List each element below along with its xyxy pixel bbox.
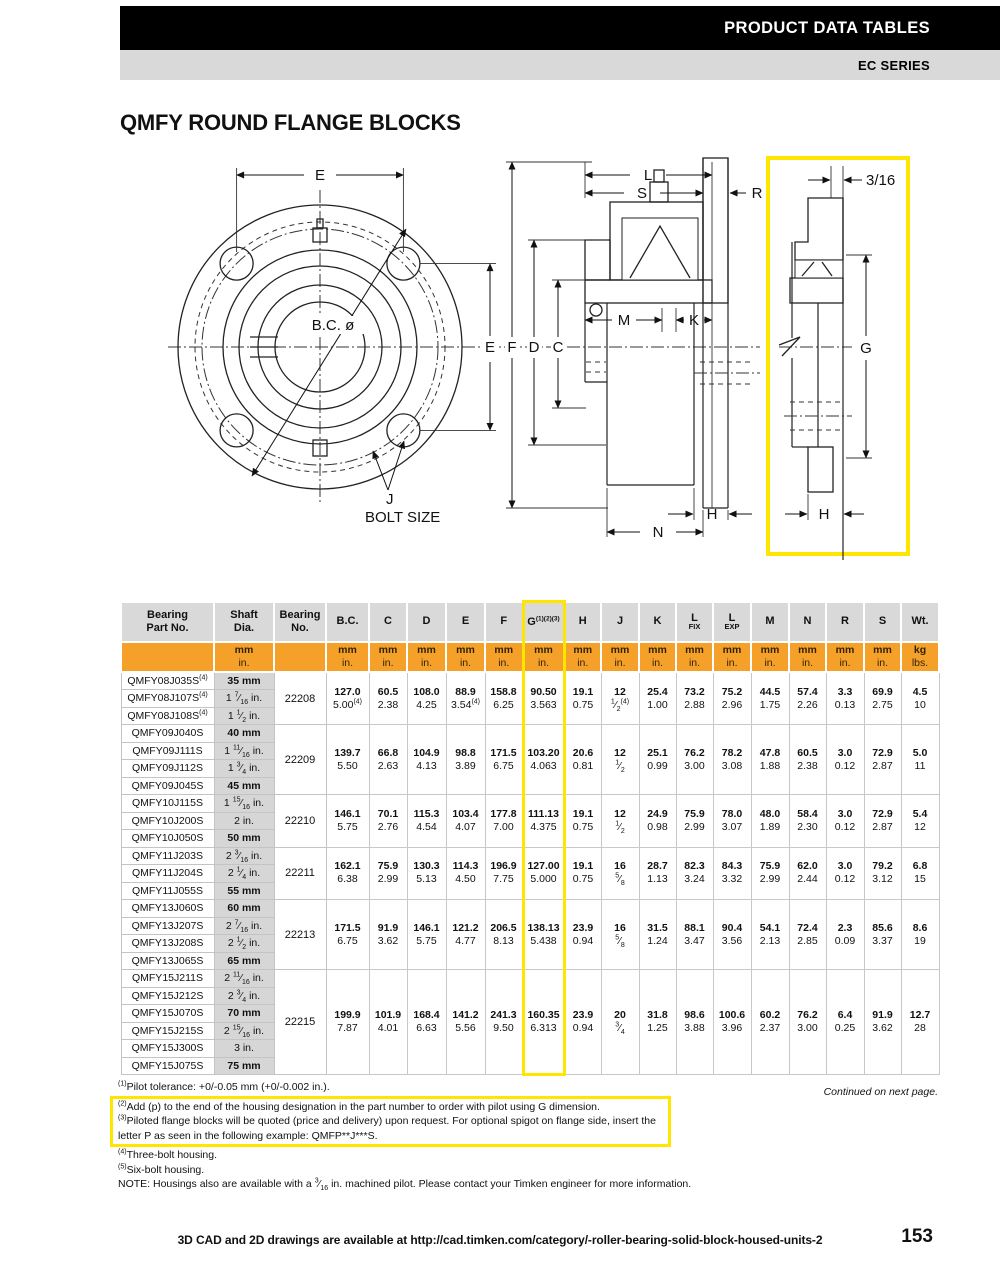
page-number: 153 [901, 1226, 933, 1247]
col-header-g: $G^{(1)(2)(3)}$ [523, 602, 564, 643]
value-cell: 28.7 1.13 [639, 847, 676, 900]
dim-label-h-section: H [706, 506, 718, 523]
value-cell: 168.4 6.63 [407, 970, 446, 1075]
value-cell: 76.2 3.00 [676, 725, 713, 795]
header-band-secondary [120, 50, 1000, 80]
dim-label-e-top: E [314, 167, 326, 184]
value-cell: 76.2 3.00 [789, 970, 826, 1075]
units-cell: mm in. [564, 642, 601, 672]
footnote-highlight-box [110, 1096, 671, 1148]
shaft-dia-cell: 35 mm [214, 672, 274, 690]
value-cell: 72.9 2.87 [864, 725, 901, 795]
units-cell: mm in. [407, 642, 446, 672]
value-cell: 60.2 2.37 [751, 970, 789, 1075]
shaft-dia-cell: 40 mm [214, 725, 274, 743]
value-cell: 171.5 6.75 [326, 900, 369, 970]
col-header-s: S [864, 602, 901, 643]
table-row [121, 970, 939, 988]
col-header-j: J [601, 602, 639, 643]
value-cell: 241.3 9.50 [485, 970, 523, 1075]
value-cell: 2.3 0.09 [826, 900, 864, 970]
part-number-cell: QMFY09J040S [121, 725, 214, 743]
part-number-cell: QMFY13J065S [121, 952, 214, 970]
units-blank [121, 642, 214, 672]
shaft-dia-cell: 45 mm [214, 777, 274, 795]
value-cell: 19.1 0.75 [564, 795, 601, 848]
bolt-size-label: BOLT SIZE [365, 509, 441, 526]
part-number-cell: $QMFY08J107S^{(4)}$ [121, 690, 214, 708]
units-cell: mm in. [446, 642, 485, 672]
col-header-m: M [751, 602, 789, 643]
footer-cad-note: 3D CAD and 2D drawings are available at http://cad.timken.com/category/-roller-bearing-solid-block-housed-units-2 [177, 1233, 823, 1247]
table-body [121, 672, 939, 1075]
shaft-dia-cell: 1 $^3⁄_4$ in. [214, 760, 274, 778]
shaft-dia-cell: 1 $^{11}⁄_{16}$ in. [214, 742, 274, 760]
value-cell: 138.13 5.438 [523, 900, 564, 970]
value-cell: 103.20 4.063 [523, 725, 564, 795]
pilot-highlight-box [768, 158, 908, 554]
value-cell: 3.0 0.12 [826, 725, 864, 795]
dim-h-pilot [785, 494, 864, 523]
value-cell: 5.4 12 [901, 795, 939, 848]
units-cell: mm in. [369, 642, 407, 672]
dim-r [730, 185, 763, 202]
value-cell: 196.9 7.75 [485, 847, 523, 900]
value-cell: 58.4 2.30 [789, 795, 826, 848]
table-units-row [121, 642, 939, 672]
dim-label-g: G [860, 340, 872, 357]
value-cell: 90.50 3.563 [523, 672, 564, 725]
value-cell: 6.8 15 [901, 847, 939, 900]
dim-label-f: F [507, 339, 517, 356]
value-cell: 199.9 7.87 [326, 970, 369, 1075]
value-cell: 19.1 0.75 [564, 672, 601, 725]
col-header-shaft-dia: Shaft Dia. [214, 602, 274, 643]
shaft-dia-cell: 1 $^1⁄_2$ in. [214, 707, 274, 725]
bearing-no-cell: 22210 [274, 795, 326, 848]
dim-label-l: L [643, 167, 653, 184]
value-cell: 23.9 0.94 [564, 900, 601, 970]
dim-c [551, 280, 586, 408]
value-cell: 141.2 5.56 [446, 970, 485, 1075]
value-cell: 57.4 2.26 [789, 672, 826, 725]
value-cell: 72.4 2.85 [789, 900, 826, 970]
table-row [121, 725, 939, 743]
dim-h-section [668, 488, 752, 523]
value-cell: 104.9 4.13 [407, 725, 446, 795]
value-cell: 23.9 0.94 [564, 970, 601, 1075]
value-cell: 158.8 6.25 [485, 672, 523, 725]
col-header-k: K [639, 602, 676, 643]
value-cell: 127.0 5.00$^{(4)}$ [326, 672, 369, 725]
bore-serrations [250, 337, 278, 357]
units-shaft: mm in. [214, 642, 274, 672]
footnote: $^{(5)}$Six-bolt housing. [118, 1163, 205, 1176]
shaft-dia-cell: 2 in. [214, 812, 274, 830]
dim-k [676, 308, 712, 332]
units-cell: mm in. [713, 642, 751, 672]
col-header-e: E [446, 602, 485, 643]
footnote: $^{(1)}$Pilot tolerance: +0/-0.05 mm (+0/-0.002 in.). [118, 1080, 330, 1093]
units-cell: mm in. [601, 642, 639, 672]
value-cell: 70.1 2.76 [369, 795, 407, 848]
header-band-primary-label: PRODUCT DATA TABLES [724, 18, 930, 37]
part-number-cell: QMFY11J055S [121, 882, 214, 900]
dim-f [505, 162, 608, 508]
units-cell: mm in. [826, 642, 864, 672]
value-cell: 8.6 19 [901, 900, 939, 970]
value-cell: 130.3 5.13 [407, 847, 446, 900]
table-head [121, 602, 939, 673]
flange-section [703, 158, 728, 303]
value-cell: 12 $^1⁄_2^{(4)}$ [601, 672, 639, 725]
units-cell: kg lbs. [901, 642, 939, 672]
value-cell: 16 $^5⁄_8$ [601, 900, 639, 970]
footnote: $^{(3)}$Piloted flange blocks will be quoted (price and delivery) upon request. For optional spigot on flange side, insert the letter P as seen in the following example: QMFP**J***S. [118, 1114, 656, 1142]
value-cell: 12 $^1⁄_2$ [601, 725, 639, 795]
value-cell: 100.6 3.96 [713, 970, 751, 1075]
shaft-dia-cell: 70 mm [214, 1005, 274, 1023]
bolt-size-callout [365, 441, 440, 526]
table-row [121, 900, 939, 918]
dim-label-m: M [617, 312, 631, 329]
shaft-dia-cell: 2 $^7⁄_{16}$ in. [214, 917, 274, 935]
dim-s [585, 185, 703, 202]
value-cell: 78.0 3.07 [713, 795, 751, 848]
shaft-dia-cell: 2 $^3⁄_4$ in. [214, 987, 274, 1005]
value-cell: 20.6 0.81 [564, 725, 601, 795]
units-cell: mm in. [485, 642, 523, 672]
shaft-dia-cell: 65 mm [214, 952, 274, 970]
table-header-row [121, 602, 939, 643]
lube-fitting [590, 304, 602, 316]
shaft-dia-cell: 2 $^1⁄_2$ in. [214, 935, 274, 953]
value-cell: 19.1 0.75 [564, 847, 601, 900]
value-cell: 12 $^1⁄_2$ [601, 795, 639, 848]
value-cell: 60.5 2.38 [369, 672, 407, 725]
value-cell: 177.8 7.00 [485, 795, 523, 848]
value-cell: 75.9 2.99 [751, 847, 789, 900]
dim-label-r: R [751, 185, 763, 202]
units-cell: mm in. [639, 642, 676, 672]
dim-label-pilot: 3/16 [866, 172, 896, 189]
bearing-no-cell: 22208 [274, 672, 326, 725]
value-cell: 3.0 0.12 [826, 795, 864, 848]
value-cell: 31.8 1.25 [639, 970, 676, 1075]
value-cell: 91.9 3.62 [864, 970, 901, 1075]
dim-label-n: N [652, 524, 664, 541]
value-cell: 171.5 6.75 [485, 725, 523, 795]
value-cell: 98.6 3.88 [676, 970, 713, 1075]
shaft-dia-cell: 75 mm [214, 1057, 274, 1075]
units-cell: mm in. [751, 642, 789, 672]
units-cell: mm in. [523, 642, 564, 672]
dim-g [846, 255, 874, 458]
part-number-cell: QMFY09J045S [121, 777, 214, 795]
col-header-r: R [826, 602, 864, 643]
part-number-cell: QMFY15J215S [121, 1022, 214, 1040]
shaft-dia-cell: 60 mm [214, 900, 274, 918]
part-number-cell: QMFY11J204S [121, 865, 214, 883]
part-number-cell: $QMFY08J035S^{(4)}$ [121, 672, 214, 690]
footnotes [118, 1080, 828, 1192]
value-cell: 62.0 2.44 [789, 847, 826, 900]
part-number-cell: QMFY10J200S [121, 812, 214, 830]
part-number-cell: QMFY15J211S [121, 970, 214, 988]
value-cell: 79.2 3.12 [864, 847, 901, 900]
table-row [121, 795, 939, 813]
value-cell: 75.9 2.99 [676, 795, 713, 848]
dim-label-d: D [528, 339, 540, 356]
value-cell: 84.3 3.32 [713, 847, 751, 900]
value-cell: 3.0 0.12 [826, 847, 864, 900]
value-cell: 82.3 3.24 [676, 847, 713, 900]
units-cell: mm in. [676, 642, 713, 672]
shaft-dia-cell: 55 mm [214, 882, 274, 900]
col-header-bc: B.C. [326, 602, 369, 643]
housing-base-section [585, 280, 712, 303]
part-number-cell: QMFY15J075S [121, 1057, 214, 1075]
value-cell: 90.4 3.56 [713, 900, 751, 970]
section-view [505, 158, 763, 541]
bearing-no-cell: 22209 [274, 725, 326, 795]
col-header-wt: Wt. [901, 602, 939, 643]
pilot-base-section [790, 278, 843, 303]
pilot-flange-section [795, 198, 843, 260]
units-cell: mm in. [864, 642, 901, 672]
piloted-view [768, 158, 908, 560]
cap-screw [650, 182, 668, 202]
value-cell: 91.9 3.62 [369, 900, 407, 970]
dim-label-h-pilot: H [818, 506, 830, 523]
cap-screw-head [654, 170, 664, 182]
value-cell: 16 $^5⁄_8$ [601, 847, 639, 900]
value-cell: 54.1 2.13 [751, 900, 789, 970]
product-data-table-wrap [120, 600, 940, 1076]
value-cell: 111.13 4.375 [523, 795, 564, 848]
part-number-cell: QMFY15J070S [121, 1005, 214, 1023]
part-number-cell: $QMFY08J108S^{(4)}$ [121, 707, 214, 725]
bearing-no-cell: 22211 [274, 847, 326, 900]
value-cell: 98.8 3.89 [446, 725, 485, 795]
product-data-table [120, 600, 940, 1076]
value-cell: 88.1 3.47 [676, 900, 713, 970]
value-cell: 12.7 28 [901, 970, 939, 1075]
header-band-primary [120, 6, 1000, 50]
value-cell: 73.2 2.88 [676, 672, 713, 725]
value-cell: 75.2 2.96 [713, 672, 751, 725]
col-header-c: C [369, 602, 407, 643]
col-header-bearing-part-no: Bearing Part No. [121, 602, 214, 643]
shaft-dia-cell: 2 $^1⁄_4$ in. [214, 865, 274, 883]
dim-m [585, 308, 662, 332]
value-cell: 31.5 1.24 [639, 900, 676, 970]
value-cell: 160.35 6.313 [523, 970, 564, 1075]
shaft-dia-cell: 50 mm [214, 830, 274, 848]
value-cell: 127.00 5.000 [523, 847, 564, 900]
col-header-n: N [789, 602, 826, 643]
dim-pilot [808, 166, 895, 198]
value-cell: 139.7 5.50 [326, 725, 369, 795]
value-cell: 146.1 5.75 [407, 900, 446, 970]
part-number-cell: QMFY13J060S [121, 900, 214, 918]
part-number-cell: QMFY10J050S [121, 830, 214, 848]
value-cell: 78.2 3.08 [713, 725, 751, 795]
table-row [121, 847, 939, 865]
value-cell: 115.3 4.54 [407, 795, 446, 848]
bearing-no-cell: 22215 [274, 970, 326, 1075]
part-number-cell: QMFY09J111S [121, 742, 214, 760]
footnote: $^{(4)}$Three-bolt housing. [118, 1148, 218, 1161]
technical-drawings [0, 140, 1000, 602]
header-band-secondary-label: EC SERIES [857, 57, 930, 73]
value-cell: 6.4 0.25 [826, 970, 864, 1075]
value-cell: 25.4 1.00 [639, 672, 676, 725]
shaft-dia-cell: 3 in. [214, 1040, 274, 1058]
value-cell: 47.8 1.88 [751, 725, 789, 795]
value-cell: 3.3 0.13 [826, 672, 864, 725]
dim-label-e-right: E [484, 339, 496, 356]
shaft-dia-cell: 2 $^{15}⁄_{16}$ in. [214, 1022, 274, 1040]
value-cell: 101.9 4.01 [369, 970, 407, 1075]
pilot-foot [808, 447, 833, 492]
value-cell: 88.9 3.54$^{(4)}$ [446, 672, 485, 725]
value-cell: 72.9 2.87 [864, 795, 901, 848]
footnote: NOTE: Housings also are available with a $^3⁄_{16}$ in. machined pilot. Please contact your Timken engineer for more information. [118, 1177, 692, 1193]
housing-step-section [585, 240, 610, 280]
shaft-dia-cell: 1 $^{15}⁄_{16}$ in. [214, 795, 274, 813]
part-number-cell: QMFY09J112S [121, 760, 214, 778]
units-cell: mm in. [789, 642, 826, 672]
dim-label-s: S [636, 185, 648, 202]
value-cell: 85.6 3.37 [864, 900, 901, 970]
part-number-cell: QMFY15J300S [121, 1040, 214, 1058]
col-header-l: L EXP [713, 602, 751, 643]
value-cell: 206.5 8.13 [485, 900, 523, 970]
col-header-l: L FIX [676, 602, 713, 643]
value-cell: 66.8 2.63 [369, 725, 407, 795]
value-cell: 75.9 2.99 [369, 847, 407, 900]
dim-d [527, 240, 608, 445]
value-cell: 25.1 0.99 [639, 725, 676, 795]
value-cell: 44.5 1.75 [751, 672, 789, 725]
value-cell: 4.5 10 [901, 672, 939, 725]
footnote: $^{(2)}$Add (p) to the end of the housing designation in the part number to order with pilot using G dimension. [118, 1100, 600, 1113]
value-cell: 162.1 6.38 [326, 847, 369, 900]
dim-label-k: K [688, 312, 700, 329]
col-header-h: H [564, 602, 601, 643]
units-cell: mm in. [326, 642, 369, 672]
value-cell: 5.0 11 [901, 725, 939, 795]
part-number-cell: QMFY11J203S [121, 847, 214, 865]
bearing-no-cell: 22213 [274, 900, 326, 970]
value-cell: 146.1 5.75 [326, 795, 369, 848]
value-cell: 60.5 2.38 [789, 725, 826, 795]
col-header-bearing-no: Bearing No. [274, 602, 326, 643]
shaft-dia-cell: 1 $^7⁄_{16}$ in. [214, 690, 274, 708]
part-number-cell: QMFY10J115S [121, 795, 214, 813]
value-cell: 103.4 4.07 [446, 795, 485, 848]
col-header-f: F [485, 602, 523, 643]
shaft-dia-cell: 2 $^3⁄_{16}$ in. [214, 847, 274, 865]
value-cell: 20 $^3⁄_4$ [601, 970, 639, 1075]
dim-label-j-callout: J [386, 491, 394, 508]
value-cell: 108.0 4.25 [407, 672, 446, 725]
units-blank [274, 642, 326, 672]
continued-note: Continued on next page. [823, 1086, 938, 1098]
page-title: QMFY ROUND FLANGE BLOCKS [120, 110, 461, 135]
part-number-cell: QMFY13J207S [121, 917, 214, 935]
value-cell: 48.0 1.89 [751, 795, 789, 848]
bolt-circle-label: B.C. ø [311, 317, 355, 334]
part-number-cell: QMFY15J212S [121, 987, 214, 1005]
part-number-cell: QMFY13J208S [121, 935, 214, 953]
value-cell: 114.3 4.50 [446, 847, 485, 900]
shaft-dia-cell: 2 $^{11}⁄_{16}$ in. [214, 970, 274, 988]
table-row [121, 672, 939, 690]
dim-label-c: C [552, 339, 564, 356]
value-cell: 121.2 4.77 [446, 900, 485, 970]
value-cell: 24.9 0.98 [639, 795, 676, 848]
value-cell: 69.9 2.75 [864, 672, 901, 725]
col-header-d: D [407, 602, 446, 643]
